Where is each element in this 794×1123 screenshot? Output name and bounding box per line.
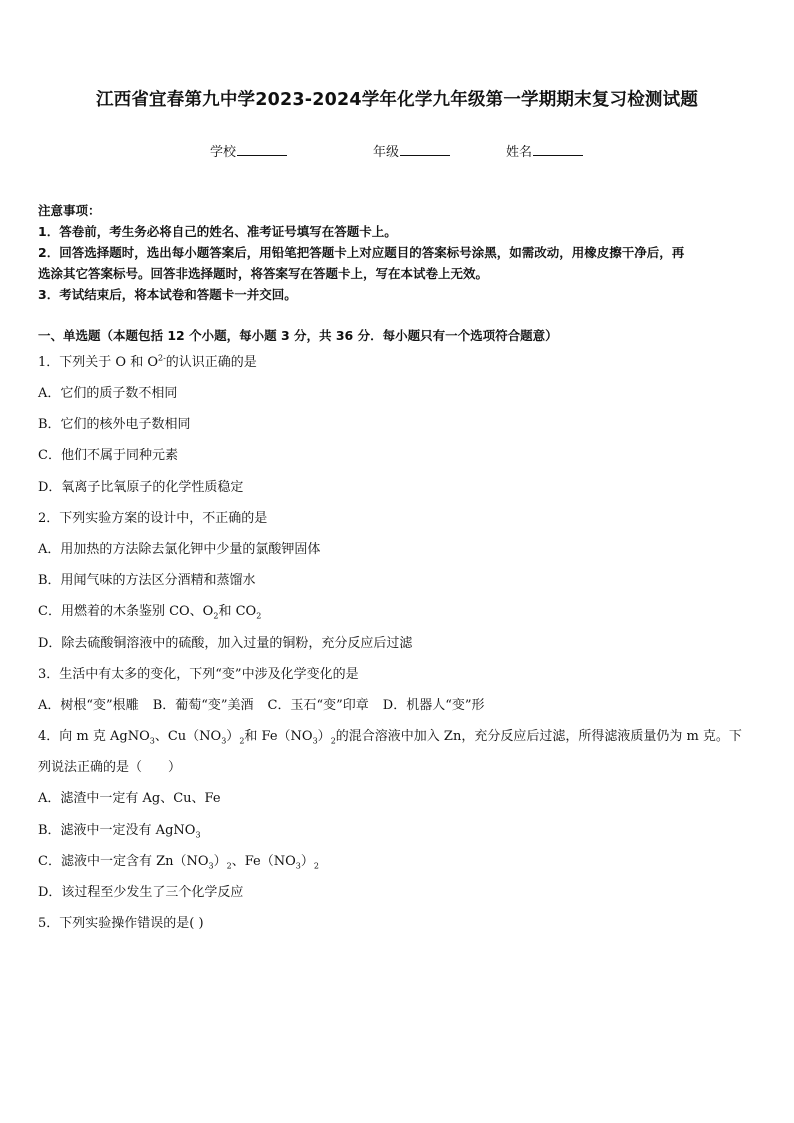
notice-item: 1．答卷前，考生务必将自己的姓名、准考证号填写在答题卡上。 <box>38 224 397 239</box>
question-2-stem: 2．下列实验方案的设计中，不正确的是 <box>38 511 268 526</box>
q4-sub: 3 <box>149 736 155 746</box>
name-label: 姓名 <box>506 145 533 160</box>
q4-stem-part: ） <box>226 729 240 744</box>
q2-c-mid: 和 CO <box>218 604 257 619</box>
question-2-option-a: A．用加热的方法除去氯化钾中少量的氯酸钾固体 <box>38 542 321 557</box>
question-4-option-d: D．该过程至少发生了三个化学反应 <box>38 885 244 900</box>
notice-item: 2．回答选择题时，选出每小题答案后，用铅笔把答题卡上对应题目的答案标号涂黑，如需改动，用橡皮擦干净后，再 <box>38 245 685 260</box>
q4-stem-part: ） <box>317 729 331 744</box>
q4-sub: 2 <box>330 736 336 746</box>
grade-label: 年级 <box>373 145 400 160</box>
question-3-options <box>38 697 499 715</box>
question-3-stem: 3．生活中有太多的变化，下列“变”中涉及化学变化的是 <box>38 667 359 682</box>
question-1-option-a: A．它们的质子数不相同 <box>38 386 178 401</box>
question-3-option-a: A．树根“变”根雕 <box>38 698 139 713</box>
q4-b-pre: B．滤液中一定没有 AgNO <box>38 823 196 838</box>
q2-c-sub: 2 <box>256 611 262 621</box>
notice-heading: 注意事项： <box>38 203 101 218</box>
school-blank <box>237 143 287 156</box>
notice-item: 3．考试结束后，将本试卷和答题卡一并交回。 <box>38 287 297 302</box>
question-4-option-a: A．滤渣中一定有 Ag、Cu、Fe <box>38 791 221 806</box>
section-heading: 一、单选题（本题包括 12 个小题，每小题 3 分，共 36 分．每小题只有一个选项符合题意） <box>38 328 558 343</box>
q1-stem-post: 的认识正确的是 <box>165 355 257 370</box>
q4-c-sub: 3 <box>295 861 301 871</box>
q4-stem-part: 和 Fe（NO <box>244 729 313 744</box>
question-2-option-b: B．用闻气味的方法区分酒精和蒸馏水 <box>38 573 256 588</box>
q4-sub: 2 <box>239 736 245 746</box>
notice-item: 选涂其它答案标号。回答非选择题时，将答案写在答题卡上，写在本试卷上无效。 <box>38 266 489 281</box>
school-label: 学校 <box>210 145 237 160</box>
q4-sub: 3 <box>221 736 227 746</box>
q4-c-part: ） <box>213 854 227 869</box>
q1-stem-sup: 2- <box>157 353 166 363</box>
q2-c-pre: C．用燃着的木条鉴别 CO、O <box>38 604 214 619</box>
question-4-option-c <box>38 853 319 871</box>
name-blank <box>533 143 583 156</box>
q2-c-sub: 2 <box>213 611 219 621</box>
question-1-option-b: B．它们的核外电子数相同 <box>38 417 191 432</box>
name-field <box>506 141 583 160</box>
q4-sub: 3 <box>312 736 318 746</box>
question-2-option-c <box>38 603 261 621</box>
question-1-stem <box>38 354 257 372</box>
question-1-option-c: C．他们不属于同种元素 <box>38 448 178 463</box>
q4-stem-part: 、Cu（NO <box>154 729 222 744</box>
question-3-option-b: B．葡萄“变”美酒 <box>152 698 254 713</box>
q4-c-sub: 2 <box>226 861 232 871</box>
question-4-stem <box>38 728 742 746</box>
question-1-option-d: D．氧离子比氧原子的化学性质稳定 <box>38 480 244 495</box>
question-2-option-d: D．除去硫酸铜溶液中的硫酸，加入过量的铜粉，充分反应后过滤 <box>38 636 413 651</box>
q4-c-part: 、Fe（NO <box>231 854 296 869</box>
question-5-stem: 5．下列实验操作错误的是( ) <box>38 916 204 931</box>
grade-field <box>373 141 450 160</box>
page-title: 江西省宜春第九中学2023-2024学年化学九年级第一学期期末复习检测试题 <box>95 90 699 110</box>
q4-c-sub: 2 <box>313 861 319 871</box>
school-field <box>210 141 287 160</box>
q4-c-part: C．滤液中一定含有 Zn（NO <box>38 854 209 869</box>
question-4-option-b <box>38 822 201 840</box>
question-3-option-d: D．机器人“变”形 <box>382 698 485 713</box>
q4-b-sub: 3 <box>195 830 201 840</box>
q4-c-sub: 3 <box>208 861 214 871</box>
q4-stem-part: 的混合溶液中加入 Zn，充分反应后过滤，所得滤液质量仍为 m 克。下 <box>335 729 742 744</box>
q4-c-part: ） <box>300 854 314 869</box>
question-3-option-c: C．玉石“变”印章 <box>267 698 369 713</box>
q1-stem-pre: 1．下列关于 O 和 O <box>38 355 158 370</box>
q4-stem-part: 4．向 m 克 AgNO <box>38 729 150 744</box>
grade-blank <box>400 143 450 156</box>
question-4-stem-line2: 列说法正确的是（ ） <box>38 760 182 775</box>
